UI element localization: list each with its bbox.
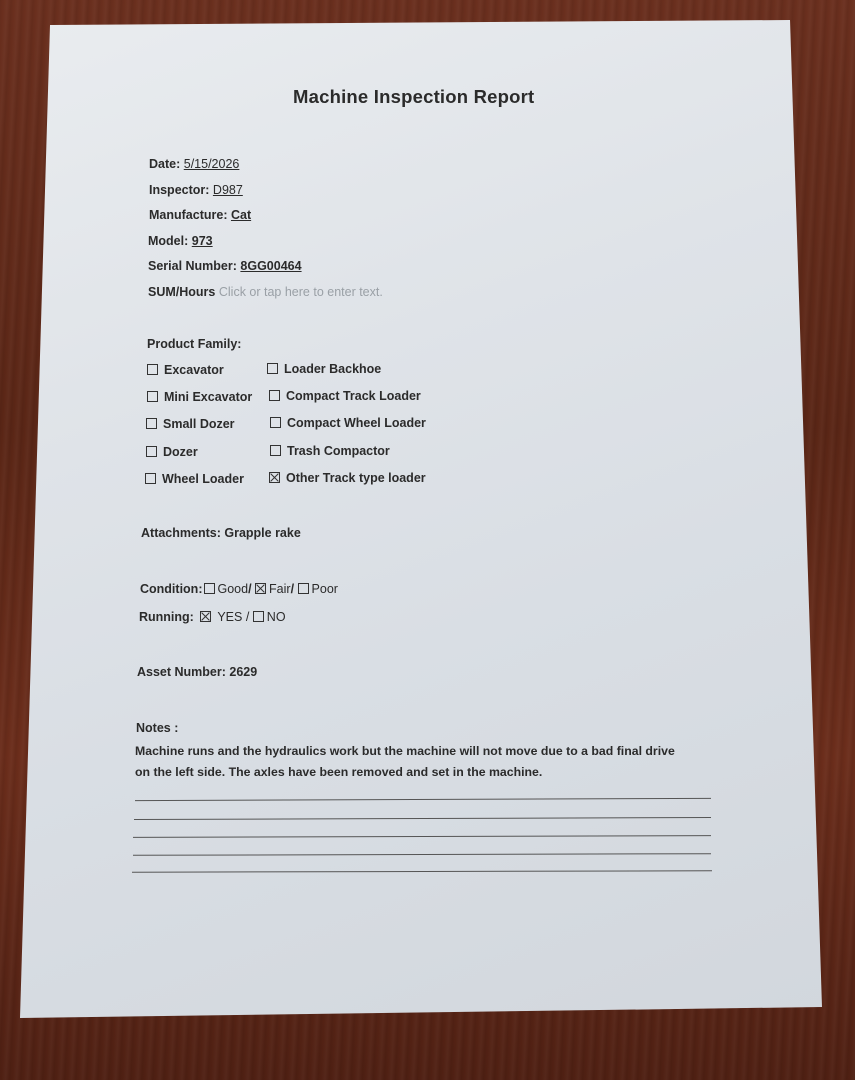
manufacture-value[interactable]: Cat <box>230 208 252 222</box>
checkbox-icon[interactable] <box>298 583 309 594</box>
pf-small-dozer[interactable] <box>146 417 235 431</box>
condition-fair-label: Fair <box>269 582 291 596</box>
pf-compact-track-loader-label: Compact Track Loader <box>286 389 421 403</box>
running-field <box>139 610 286 624</box>
report-title: Machine Inspection Report <box>293 86 535 107</box>
attachments-label: Attachments: <box>141 526 221 540</box>
condition-field <box>140 582 338 596</box>
checkbox-icon[interactable] <box>204 583 215 594</box>
running-yes-label: YES <box>217 610 243 624</box>
checked-box-icon[interactable] <box>200 611 211 622</box>
checkbox-icon[interactable] <box>145 473 156 484</box>
pf-trash-compactor[interactable] <box>270 444 390 458</box>
product-family-label: Product Family: <box>147 337 242 351</box>
asset-field <box>137 665 257 679</box>
notes-line-2[interactable]: on the left side. The axles have been removed and set in the machine. <box>135 765 543 779</box>
inspector-field <box>149 183 243 197</box>
serial-value[interactable]: 8GG00464 <box>240 259 302 273</box>
pf-compact-wheel-loader[interactable] <box>270 416 426 430</box>
pf-compact-wheel-loader-label: Compact Wheel Loader <box>287 416 426 430</box>
separator: / <box>245 610 250 624</box>
hours-label: SUM/Hours <box>148 285 216 299</box>
checkbox-icon[interactable] <box>253 611 264 622</box>
manufacture-label: Manufacture: <box>149 208 228 222</box>
pf-compact-track-loader[interactable] <box>269 389 421 403</box>
separator: / <box>290 582 295 596</box>
running-no-label: NO <box>266 610 286 624</box>
model-field <box>148 234 213 248</box>
asset-label: Asset Number: <box>137 665 226 679</box>
serial-label: Serial Number: <box>148 259 237 273</box>
separator: / <box>248 582 252 596</box>
pf-trash-compactor-label: Trash Compactor <box>287 444 390 458</box>
pf-excavator[interactable] <box>147 363 224 377</box>
notes-label: Notes : <box>136 721 179 735</box>
pf-wheel-loader[interactable] <box>145 472 244 486</box>
date-value[interactable]: 5/15/2026 <box>183 157 240 171</box>
inspector-value[interactable]: D987 <box>212 183 243 197</box>
checkbox-icon[interactable] <box>146 446 157 457</box>
pf-dozer-label: Dozer <box>163 445 198 459</box>
condition-good-label: Good <box>217 582 249 596</box>
running-label: Running: <box>139 610 194 624</box>
checkbox-icon[interactable] <box>147 364 158 375</box>
pf-loader-backhoe[interactable] <box>267 362 381 376</box>
inspector-label: Inspector: <box>149 183 210 197</box>
asset-value[interactable]: 2629 <box>229 665 258 679</box>
pf-small-dozer-label: Small Dozer <box>163 417 235 431</box>
model-label: Model: <box>148 234 189 248</box>
manufacture-field <box>149 208 251 222</box>
condition-poor-label: Poor <box>311 582 338 596</box>
serial-field <box>148 259 302 273</box>
pf-dozer[interactable] <box>146 445 198 459</box>
pf-loader-backhoe-label: Loader Backhoe <box>284 362 382 376</box>
checkbox-icon[interactable] <box>269 390 280 401</box>
checked-box-icon[interactable] <box>269 472 280 483</box>
checkbox-icon[interactable] <box>270 417 281 428</box>
date-field <box>149 157 239 171</box>
checkbox-icon[interactable] <box>147 391 158 402</box>
hours-field <box>148 285 383 299</box>
checkbox-icon[interactable] <box>146 418 157 429</box>
pf-mini-excavator-label: Mini Excavator <box>164 390 253 404</box>
date-label: Date: <box>149 157 181 171</box>
pf-excavator-label: Excavator <box>164 363 224 377</box>
attachments-value[interactable]: Grapple rake <box>224 526 301 540</box>
checkbox-icon[interactable] <box>270 445 281 456</box>
pf-mini-excavator[interactable] <box>147 390 252 404</box>
pf-other-track-loader[interactable] <box>269 471 426 485</box>
model-value[interactable]: 973 <box>191 234 213 248</box>
checkbox-icon[interactable] <box>267 363 278 374</box>
checked-box-icon[interactable] <box>255 583 266 594</box>
paper-sheet <box>20 20 822 1018</box>
pf-wheel-loader-label: Wheel Loader <box>162 472 244 486</box>
pf-other-track-loader-label: Other Track type loader <box>286 471 426 485</box>
hours-input[interactable]: Click or tap here to enter text. <box>218 285 383 299</box>
attachments-field <box>141 526 301 540</box>
notes-line-1[interactable]: Machine runs and the hydraulics work but the machine will not move due to a bad final drive <box>135 744 675 758</box>
condition-label: Condition: <box>140 582 203 596</box>
